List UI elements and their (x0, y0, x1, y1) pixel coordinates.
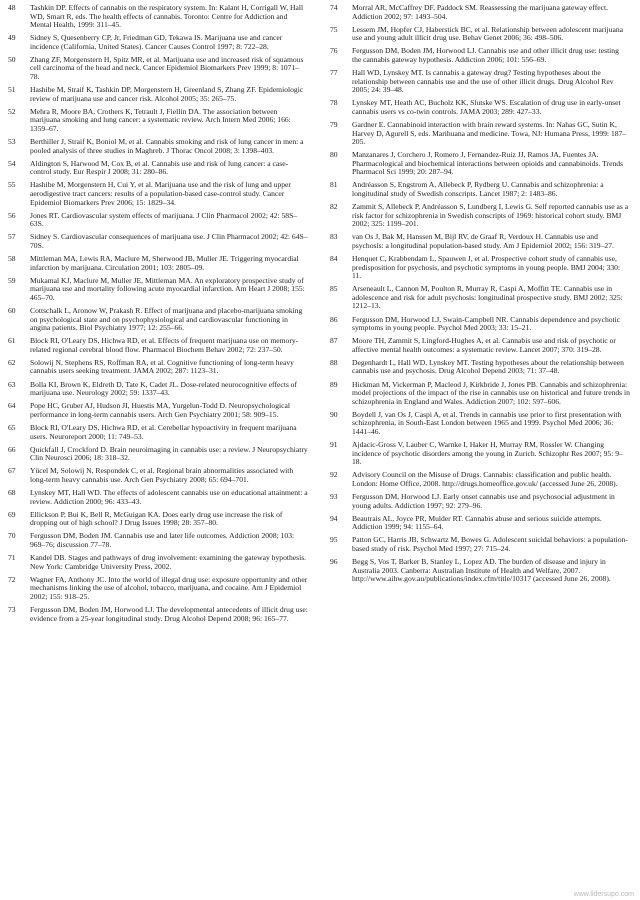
watermark: www.lidersupo.com (573, 891, 634, 898)
reference-entry (330, 381, 630, 407)
reference-text: Zammit S, Allebeck P, Andréasson S, Lundberg I, Lewis G. Self reported cannabis use as a risk factor for schizophrenia in Swedish conscripts of 1969: historical cohort study. BMJ 2002; 325: 1199–201. (352, 202, 629, 229)
reference-number: 51 (8, 85, 16, 95)
reference-entry (8, 86, 308, 103)
reference-entry (8, 255, 308, 272)
reference-entry (8, 359, 308, 376)
reference-text: Lynskey MT, Heath AC, Bucholz KK, Slutske WS. Escalation of drug use in early-onset cannabis users vs co-twin controls. JAMA 2003; 289: 427–33. (352, 98, 621, 116)
reference-number: 94 (330, 513, 338, 523)
reference-number: 67 (8, 466, 16, 476)
reference-entry (330, 151, 630, 177)
reference-text: Ellickson P, Bui K, Bell R, McGuigan KA. Does early drug use increase the risk of dropping out of high school? J Drug Issues 1998; 28: 357–80. (30, 509, 283, 528)
reference-text: Fergusson DM, Horwood LJ, Swain-Campbell NR. Cannabis dependence and psychotic symptoms in young people. Psychol Med 2003; 33: 15–21. (352, 314, 621, 333)
reference-text: Quickfall J, Crockford D. Brain neuroimaging in cannabis use: a review. J Neuropsychiatry Clin Neurosci 2006; 18: 318–32. (30, 444, 308, 463)
reference-text: Andréasson S, Engstrom A, Allebeck P, Rydberg U. Cannabis and schizophrenia: a longitudinal study of Swedish conscripts. Lancet 1987; 2: 1483–86. (352, 180, 604, 198)
reference-entry (330, 285, 630, 311)
reference-text: Moore TH, Zammit S, Lingford-Hughes A, et al. Cannabis use and risk of psychotic or affective mental health outcomes: a systematic review. Lancet 2007; 370: 319–28. (352, 336, 616, 354)
reference-entry (330, 181, 630, 198)
reference-number: 84 (330, 254, 338, 264)
reference-entry (8, 337, 308, 354)
reference-entry (330, 255, 630, 281)
reference-entry (330, 558, 630, 584)
reference-entry (8, 212, 308, 229)
reference-entry (8, 138, 308, 155)
reference-entry (330, 233, 630, 250)
reference-number: 79 (330, 119, 338, 129)
reference-entry (8, 181, 308, 207)
reference-number: 95 (330, 535, 338, 545)
reference-entry (330, 441, 630, 467)
reference-number: 78 (330, 98, 338, 108)
reference-entry (8, 108, 308, 134)
reference-number: 61 (8, 336, 16, 346)
reference-entry (8, 34, 308, 51)
reference-number: 74 (330, 3, 338, 12)
reference-entry (8, 576, 308, 602)
reference-text: Fergusson DM, Horwood LJ. Early onset cannabis use and psychosocial adjustment in young adults. Addiction 1997; 92: 279–96. (352, 491, 615, 510)
reference-entry (330, 99, 630, 116)
reference-number: 65 (8, 422, 16, 432)
reference-entry (8, 606, 308, 623)
reference-number: 58 (8, 254, 16, 264)
reference-entry (8, 511, 308, 528)
reference-entry (330, 471, 630, 488)
reference-entry (8, 233, 308, 250)
reference-number: 92 (330, 470, 338, 480)
reference-number: 54 (8, 158, 16, 168)
reference-number: 60 (8, 305, 16, 315)
reference-text: Patton GC, Harris JB, Schwartz M, Bowes G. Adolescent suicidal behaviors: a population-based study of risk. Psychol Med 1997; 27: 715–24. (352, 535, 628, 553)
reference-text: Mukamal KJ, Maclure M, Muller JE, Mittleman MA. An exploratory prospective study of marijuana use and mortality following acute myocardial infarction. Am Heart J 2008; 155: 465–70. (30, 275, 305, 302)
reference-number: 86 (330, 314, 338, 324)
reference-text: Lynskey MT, Hall WD. The effects of adolescent cannabis use on educational attainment: a review. Addiction 2000; 96: 433–43. (30, 488, 308, 506)
reference-text: Boydell J, van Os J, Caspi A, et al. Trends in cannabis use prior to first presentation with schizophrenia, in South-East London between 1965 and 1999. Psychol Med 2006; 36: 1441–46. (352, 409, 622, 436)
reference-text: Cottschalk L, Aronow W, Prakash R. Effect of marijuana and placebo-marijuana smoking on psychological state and on psychophysiological and cardiovascular functioning in angina patients. Biol Psychiatry 1977; 12: 255–66. (30, 305, 303, 333)
reference-number: 63 (8, 379, 16, 389)
reference-number: 73 (8, 605, 16, 615)
reference-number: 59 (8, 275, 16, 285)
reference-number: 89 (330, 379, 338, 389)
reference-entry (330, 359, 630, 376)
reference-text: Solowij N, Stephens RS, Roffman RA, et al. Cognitive functioning of long-term heavy cannabis users seeking treatment. JAMA 2002; 287: 1123–31. (30, 357, 294, 376)
reference-entry (8, 307, 308, 333)
reference-entry (330, 47, 630, 64)
reference-entry (330, 411, 630, 437)
reference-entry (8, 532, 308, 549)
reference-entry (330, 536, 630, 553)
reference-entry (8, 424, 308, 441)
reference-text: Degenhardt L, Hall WD, Lynskey MT. Testing hypotheses about the relationship between cannabis use and psychosis. Drug Alcohol Depend 2003; 71: 37–48. (352, 357, 624, 376)
reference-number: 71 (8, 553, 16, 563)
reference-text: Arseneault L, Cannon M, Poulton R, Murray R, Caspi A, Moffitt TE. Cannabis use in adolescence and risk for adult psychosis: longitudinal prospective study. BMJ 2002; 325: 1212–13. (352, 284, 623, 311)
reference-number: 82 (330, 202, 338, 212)
reference-number: 80 (330, 150, 338, 160)
reference-entry (8, 4, 308, 30)
reference-entry (330, 493, 630, 510)
reference-text: Manzanares J, Corchero J, Romero J, Fernandez-Ruiz JJ, Ramos JA, Fuentes JA. Pharmacological and biochemical interactions between opioids and cannabinoids. Trends Pharmacol Sci 1999; 20: 287–94. (352, 150, 623, 177)
reference-text: Begg S, Vos T, Barker B, Stanley L, Lopez AD. The burden of disease and injury in Australia 2003. Canberra: Australian Institute of Health and Welfare, 2007. http://www.aihw.gov.au/publications/index.cfm/title/10317 (accessed June 26, 2008). (352, 557, 611, 584)
reference-number: 93 (330, 491, 338, 501)
reference-text: Hickman M, Vickerman P, Macleod J, Kirkbride J, Jones PB. Cannabis and schizophrenia: model projections of the impact of the rise in cannabis use on historical and future trends in schizophrenia in England and Wales. Addiction 2007; 102: 597–606. (352, 379, 630, 406)
reference-text: Tashkin DP. Effects of cannabis on the respiratory system. In: Kalant H, Corrigall W, Hall WD, Smart R, eds. The health effects of cannabis. Toronto: Centre for Addiction and Mental Health, 1999: 311–45. (30, 3, 304, 30)
reference-text: van Os J, Bak M, Hanssen M, Bijl RV, de Graaf R, Verdoux H. Cannabis use and psychosis: a longitudinal population-based study. Am J Epidemiol 2002; 156: 319–27. (352, 232, 614, 250)
reference-entry (8, 277, 308, 303)
reference-entry (330, 337, 630, 354)
reference-number: 85 (330, 284, 338, 294)
reference-entry (8, 489, 308, 506)
reference-text: Lessem JM, Hopfer CJ, Haberstick BC, et al. Relationship between adolescent marijuana use and young adult illicit drug use. Behav Genet 2006; 36: 498–506. (352, 24, 623, 43)
reference-text: Sidney S, Quesenberry CP, Jr, Friedman GD, Tekawa IS. Marijuana use and cancer incidence (California, United States). Cancer Causes Control 1997; 8: 722–28. (30, 33, 283, 51)
reference-text: Fergusson DM, Boden JM. Cannabis use and later life outcomes. Addiction 2008; 103: 969–76; discussion 77–78. (30, 531, 295, 549)
reference-number: 83 (330, 232, 338, 242)
reference-text: Fergusson DM, Boden JM, Horwood LJ. The developmental antecedents of illicit drug use: evidence from a 25-year longitudinal study. Drug Alcohol Depend 2008; 96: 165–77. (30, 605, 308, 623)
reference-text: Kandel DB. Stages and pathways of drug involvement: examining the gateway hypothesis. New York: Cambridge University Press, 2002. (30, 553, 307, 571)
reference-number: 64 (8, 401, 16, 411)
reference-text: Bolla KI, Brown K, Eldreth D, Tate K, Cadet JL. Dose-related neurocognitive effects of marijuana use. Neurology 2002; 59: 1337–43. (30, 379, 298, 398)
reference-number: 69 (8, 509, 16, 519)
reference-text: Block RI, O'Leary DS, Hichwa RD, et al. Cerebellar hypoactivity in frequent marijuana users. Neuroreport 2000; 11: 749–53. (30, 422, 297, 441)
reference-entry (330, 69, 630, 95)
reference-entry (8, 554, 308, 571)
reference-number: 49 (8, 33, 16, 43)
reference-text: Ajdacic-Gross V, Lauber C, Warnke I, Haker H, Murray RM, Rossler W. Changing incidence of psychotic disorders among the young in Zurich. Schizophr Res 2007; 95: 9–18. (352, 440, 623, 467)
reference-entry (330, 316, 630, 333)
reference-entry (330, 4, 630, 21)
reference-entry (8, 381, 308, 398)
reference-entry (8, 446, 308, 463)
reference-text: Sidney S. Cardiovascular consequences of marijuana use. J Clin Pharmacol 2002; 42: 64S–70S. (30, 232, 308, 250)
reference-number: 56 (8, 210, 16, 220)
reference-text: Mehra R, Moore BA, Crothers K, Tetrault J, Fiellin DA. The association between marijuana smoking and lung cancer: a systematic review. Arch Intern Med 2006; 166: 1359–67. (30, 106, 291, 133)
reference-number: 53 (8, 137, 16, 147)
reference-number: 55 (8, 180, 16, 190)
reference-column-left (8, 4, 308, 900)
reference-text: Fergusson DM, Boden JM, Horwood LJ. Cannabis use and other illicit drug use: testing the cannabis gateway hypothesis. Addiction 2006; 101: 556–69. (352, 46, 619, 64)
reference-number: 87 (330, 336, 338, 346)
reference-column-right (330, 4, 630, 900)
reference-entry (330, 121, 630, 147)
reference-entry (330, 203, 630, 229)
reference-entry (8, 402, 308, 419)
reference-number: 66 (8, 444, 16, 454)
reference-text: Hall WD, Lynskey MT. Is cannabis a gateway drug? Testing hypotheses about the relationship between cannabis use and the use of other illicit drugs. Drug Alcohol Rev 2005; 24: 39–48. (352, 68, 614, 95)
reference-text: Pope HC, Gruber AJ, Hudson JI, Huestis MA, Yurgelun-Todd D. Neuropsychological performance in long-term cannabis users. Arch Gen Psychiatry 2001; 58: 909–15. (30, 401, 290, 419)
reference-entry (8, 467, 308, 484)
reference-text: Wagner FA, Anthony JC. Into the world of illegal drug use: exposure opportunity and other mechanisms linking the use of alcohol, tobacco, marijuana, and cocaine. Am J Epidemiol 2002; 155: 918–25. (30, 574, 308, 601)
reference-text: Advisory Council on the Misuse of Drugs. Cannabis: classification and public health. London: Home Office, 2008. http://drugs.homeoffice.gov.uk/ (accessed June 26, 2008). (352, 470, 618, 488)
reference-entry (8, 160, 308, 177)
reference-text: Zhang ZF, Morgenstern H, Spitz MR, et al. Marijuana use and increased risk of squamous cell carcinoma of the head and neck. Cancer Epidemiol Biomarkers Prev 1999; 8: 1071–78. (30, 54, 304, 82)
reference-number: 70 (8, 531, 16, 541)
reference-number: 57 (8, 232, 16, 242)
reference-text: Gardner E. Cannabinoid interaction with brain reward systems. In: Nahas GC, Sutin K, Harvey D, Agurell S, eds. Marihuana and medicine. Towa, NJ: Humana Press, 1999: 187–205. (352, 119, 627, 147)
reference-entry (330, 26, 630, 43)
reference-text: Aldington S, Harwood M, Cox B, et al. Cannabis use and risk of lung cancer: a case-control study. Eur Respir J 2008; 31: 280–86. (30, 158, 289, 177)
reference-entry (330, 515, 630, 532)
reference-number: 48 (8, 3, 16, 12)
reference-entry (8, 56, 308, 82)
reference-text: Beautrais AL, Joyce PR, Mulder RT. Cannabis abuse and serious suicide attempts. Addiction 1999; 94: 1155–64. (352, 513, 602, 532)
reference-number: 96 (330, 557, 338, 567)
reference-text: Jones RT. Cardiovascular system effects of marijuana. J Clin Pharmacol 2002; 42: 58S–63S. (30, 210, 298, 229)
reference-text: Berthiller J, Straif K, Boniol M, et al. Cannabis smoking and risk of lung cancer in men: a pooled analysis of three studies in Maghreb. J Thorac Oncol 2008; 3: 1398–403. (30, 137, 304, 155)
reference-text: Henquet C, Krabbendam L, Spauwen J, et al. Prospective cohort study of cannabis use, predisposition for psychosis, and psychotic symptoms in young people. BMJ 2004; 330: 11. (352, 254, 621, 281)
reference-text: Hashibe M, Straif K, Tashkin DP, Morgenstern H, Greenland S, Zhang ZF. Epidemiologic review of marijuana use and cancer risk. Alcohol 2005; 35: 265–75. (30, 85, 304, 103)
reference-text: Morral AR, McCaffrey DF, Paddock SM. Reassessing the marijuana gateway effect. Addiction 2002; 97: 1493–504. (352, 3, 608, 21)
reference-text: Block RI, O'Leary DS, Hichwa RD, et al. Effects of frequent marijuana use on memory-related regional cerebral blood flow. Pharmacol Biochem Behav 2002; 72: 237–50. (30, 336, 299, 354)
reference-number: 88 (330, 357, 338, 367)
reference-number: 52 (8, 106, 16, 116)
reference-number: 75 (330, 24, 338, 34)
reference-number: 72 (8, 574, 16, 584)
reference-number: 68 (8, 488, 16, 498)
reference-text: Hashibe M, Morgenstern H, Cui Y, et al. Marijuana use and the risk of lung and upper aerodigestive tract cancers: results of a population-based case-control study. Cancer Epidemiol Biomarkers Prev 2006; 15: 1829–34. (30, 180, 291, 207)
reference-number: 62 (8, 357, 16, 367)
reference-number: 76 (330, 46, 338, 56)
reference-number: 90 (330, 409, 338, 419)
reference-number: 91 (330, 440, 338, 450)
reference-text: Mittleman MA, Lewis RA, Maclure M, Sherwood JB, Muller JE. Triggering myocardial infarction by marijuana. Circulation 2001; 103: 2805–09. (30, 254, 299, 272)
reference-number: 50 (8, 54, 16, 64)
reference-text: Yücel M, Solowij N, Respondek C, et al. Regional brain abnormalities associated with long-term heavy cannabis use. Arch Gen Psychiatry 2008; 65: 694–701. (30, 466, 294, 484)
reference-number: 81 (330, 180, 338, 190)
reference-number: 77 (330, 68, 338, 78)
